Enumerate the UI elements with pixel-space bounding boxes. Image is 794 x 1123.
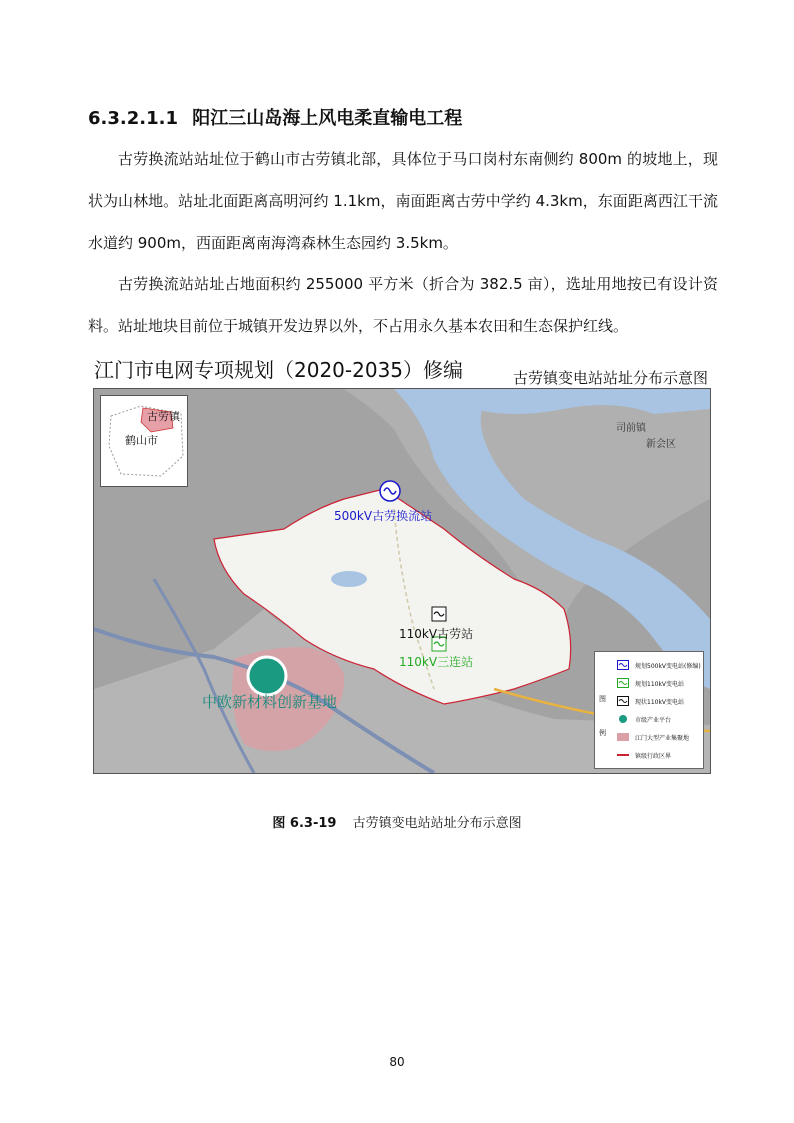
section-title: 阳江三山岛海上风电柔直输电工程 <box>192 108 463 129</box>
section-heading <box>88 104 462 130</box>
legend-label: 规划110kV变电站 <box>635 680 685 688</box>
station-110-existing-icon <box>432 607 446 621</box>
legend-item <box>617 676 684 690</box>
location-inset-map <box>100 395 188 487</box>
legend-label: 江门大型产业集聚地 <box>635 734 690 742</box>
page-number: 80 <box>389 1055 405 1069</box>
paragraph: 古劳换流站站址占地面积约 255000 平方米（折合为 382.5 亩），选址用地按已有设计资料。站址地块目前位于城镇开发边界以外，不占用永久基本农田和生态保护红线。 <box>88 275 718 335</box>
platform-marker <box>248 657 286 695</box>
label-xinhui: 新会区 <box>646 439 676 450</box>
legend-label: 镇级行政区界 <box>635 752 672 760</box>
legend-item <box>617 712 671 726</box>
planned-500-icon <box>617 660 629 670</box>
paragraph: 古劳换流站站址位于鹤山市古劳镇北部，具体位于马口岗村东南侧约 800m 的坡地上，现状为山林地。站址北面距离高明河约 1.1km，南面距离古劳中学约 4.3km，东面距离西江干流水道约 900m，西面距离南海湾森林生态园约 3.5km。 <box>88 150 718 252</box>
reservoir-lake <box>331 571 367 587</box>
legend-item <box>617 730 689 744</box>
map-subtitle: 古劳镇变电站站址分布示意图 <box>512 369 708 387</box>
map-frame <box>93 388 711 774</box>
planned-110-icon <box>617 678 629 688</box>
map-main-title: 江门市电网专项规划（2020-2035）修编 <box>94 358 464 382</box>
legend-label: 现状110kV变电站 <box>635 698 685 706</box>
inset-label-town: 古劳镇 <box>147 410 180 423</box>
existing-110-icon <box>617 696 629 706</box>
platform-dot-icon <box>617 714 629 724</box>
label-500kv-station: 500kV古劳换流站 <box>334 509 433 523</box>
legend-item <box>617 694 684 708</box>
caption-text: 古劳镇变电站站址分布示意图 <box>352 816 522 831</box>
legend-item <box>617 658 701 672</box>
section-number: 6.3.2.1.1 <box>88 108 178 129</box>
figure-caption <box>0 812 794 831</box>
map-figure <box>88 352 714 792</box>
station-500-icon <box>380 481 400 501</box>
boundary-line-icon <box>617 750 629 760</box>
legend-label: 市级产业平台 <box>635 716 672 724</box>
label-110kv-sanlian: 110kV三连站 <box>399 655 474 669</box>
label-110kv-station: 110kV古劳站 <box>399 627 474 641</box>
cluster-swatch-icon <box>617 732 629 742</box>
label-siqian: 司前镇 <box>616 423 646 434</box>
legend-item <box>617 748 671 762</box>
label-innovation-base: 中欧新材料创新基地 <box>202 693 338 711</box>
map-legend <box>594 651 704 769</box>
legend-title: 图例 <box>599 695 606 737</box>
legend-label: 规划500kV变电站(修编) <box>635 662 701 670</box>
inset-label-city: 鹤山市 <box>125 434 158 447</box>
caption-number: 图 6.3-19 <box>272 816 337 831</box>
